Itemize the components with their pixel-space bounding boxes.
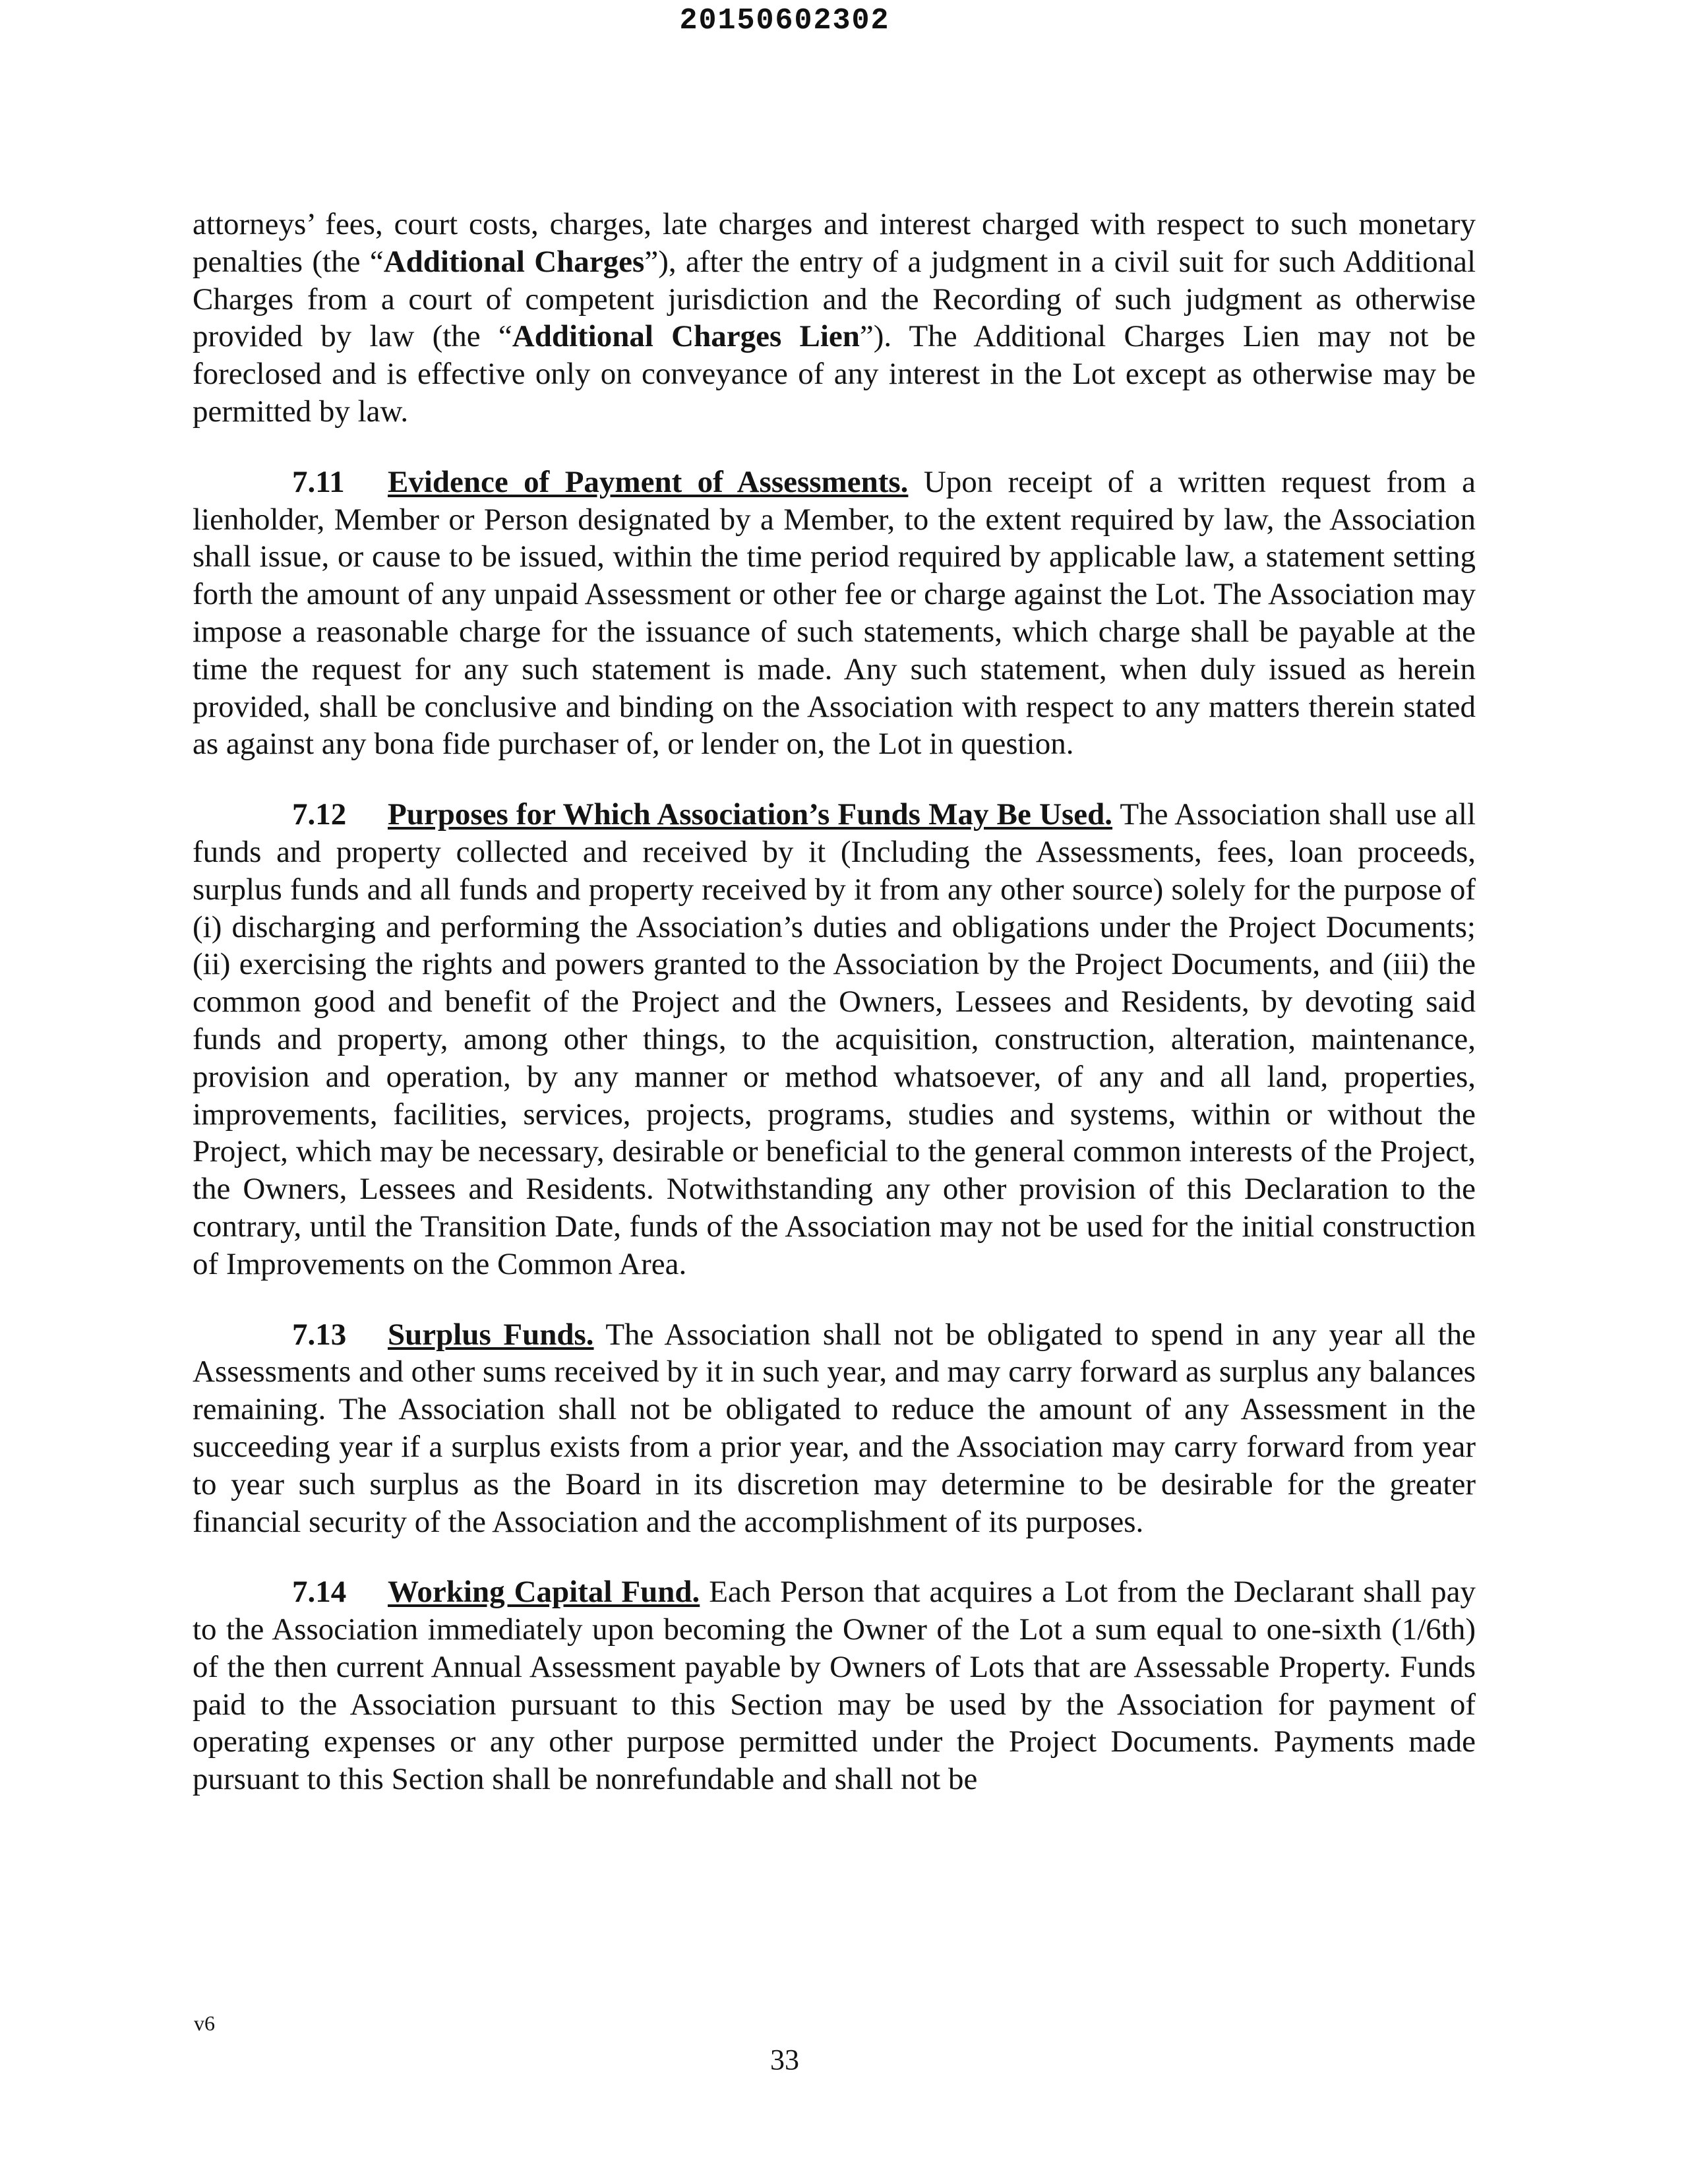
- section-number: 7.11: [292, 464, 345, 499]
- section-7-12: [193, 796, 1476, 1283]
- section-number: 7.14: [292, 1575, 347, 1610]
- section-7-14: [193, 1573, 1476, 1798]
- section-title: Purposes for Which Association’s Funds May Be Used.: [388, 797, 1113, 832]
- section-title: Surplus Funds.: [388, 1317, 594, 1352]
- paragraph-text: attorneys’ fees, court costs, charges, late charges and interest charged with respect to such monetary penalties (the “: [193, 207, 1476, 279]
- version-label: v6: [194, 2011, 215, 2035]
- defined-term: Additional Charges Lien: [512, 319, 860, 354]
- section-text: The Association shall use all funds and property collected and received by it (Including the Assessments, fees, loan proceeds, surplus funds and all funds and property received by it from any other source) solely for the purpose of (i) discharging and performing the Association’s duties and obligations under the Project Documents; (ii) exercising the rights and powers granted to the Association by the Project Documents, and (iii) the common good and benefit of the Project and the Owners, Lessees and Residents, by devoting said funds and property, among other things, to the acquisition, construction, alteration, maintenance, provision and operation, by any manner or method whatsoever, of any and all land, properties, improvements, facilities, services, projects, programs, studies and systems, within or without the Project, which may be necessary, desirable or beneficial to the general common interests of the Project, the Owners, Lessees and Residents. Notwithstanding any other provision of this Declaration to the contrary, until the Transition Date, funds of the Association may not be used for the initial construction of Improvements on the Common Area.: [193, 797, 1476, 1281]
- section-title: Evidence of Payment of Assessments.: [388, 464, 909, 499]
- defined-term: Additional Charges: [383, 244, 645, 279]
- paragraph-continued: [193, 206, 1476, 431]
- section-7-11: [193, 464, 1476, 763]
- paragraph-text: ”), after the entry of a judgment in a civil suit for such Additional Charges from a court of competent jurisdiction and the Recording of such judgment as otherwise provided by law (the “: [193, 244, 1476, 354]
- section-number: 7.12: [292, 797, 347, 832]
- document-body: [193, 206, 1476, 1798]
- section-text: The Association shall not be obligated to spend in any year all the Assessments and other sums received by it in such year, and may carry forward as surplus any balances remaining. The Association shall not be obligated to reduce the amount of any Assessment in the succeeding year if a surplus exists from a prior year, and the Association may carry forward from year to year such surplus as the Board in its discretion may determine to be desirable for the greater financial security of the Association and the accomplishment of its purposes.: [193, 1317, 1476, 1539]
- section-title: Working Capital Fund.: [388, 1575, 700, 1610]
- section-text: Upon receipt of a written request from a lienholder, Member or Person designated by a Member, to the extent required by law, the Association shall issue, or cause to be issued, within the time period required by applicable law, a statement setting forth the amount of any unpaid Assessment or other fee or charge against the Lot. The Association may impose a reasonable charge for the issuance of such statements, which charge shall be payable at the time the request for any such statement is made. Any such statement, when duly issued as herein provided, shall be conclusive and binding on the Association with respect to any matters therein stated as against any bona fide purchaser of, or lender on, the Lot in question.: [193, 464, 1476, 762]
- section-text: Each Person that acquires a Lot from the Declarant shall pay to the Association immediately upon becoming the Owner of the Lot a sum equal to one-sixth (1/6th) of the then current Annual Assessment payable by Owners of Lots that are Assessable Property. Funds paid to the Association pursuant to this Section may be used by the Association for payment of operating expenses or any other purpose permitted under the Project Documents. Payments made pursuant to this Section shall be nonrefundable and shall not be: [193, 1575, 1476, 1797]
- section-number: 7.13: [292, 1317, 347, 1352]
- page-number: 33: [770, 2044, 799, 2076]
- section-7-13: [193, 1316, 1476, 1541]
- paragraph-text: ”). The Additional Charges Lien may not be foreclosed and is effective only on conveyance of any interest in the Lot except as otherwise may be permitted by law.: [193, 319, 1476, 429]
- document-number: 20150602302: [679, 4, 890, 38]
